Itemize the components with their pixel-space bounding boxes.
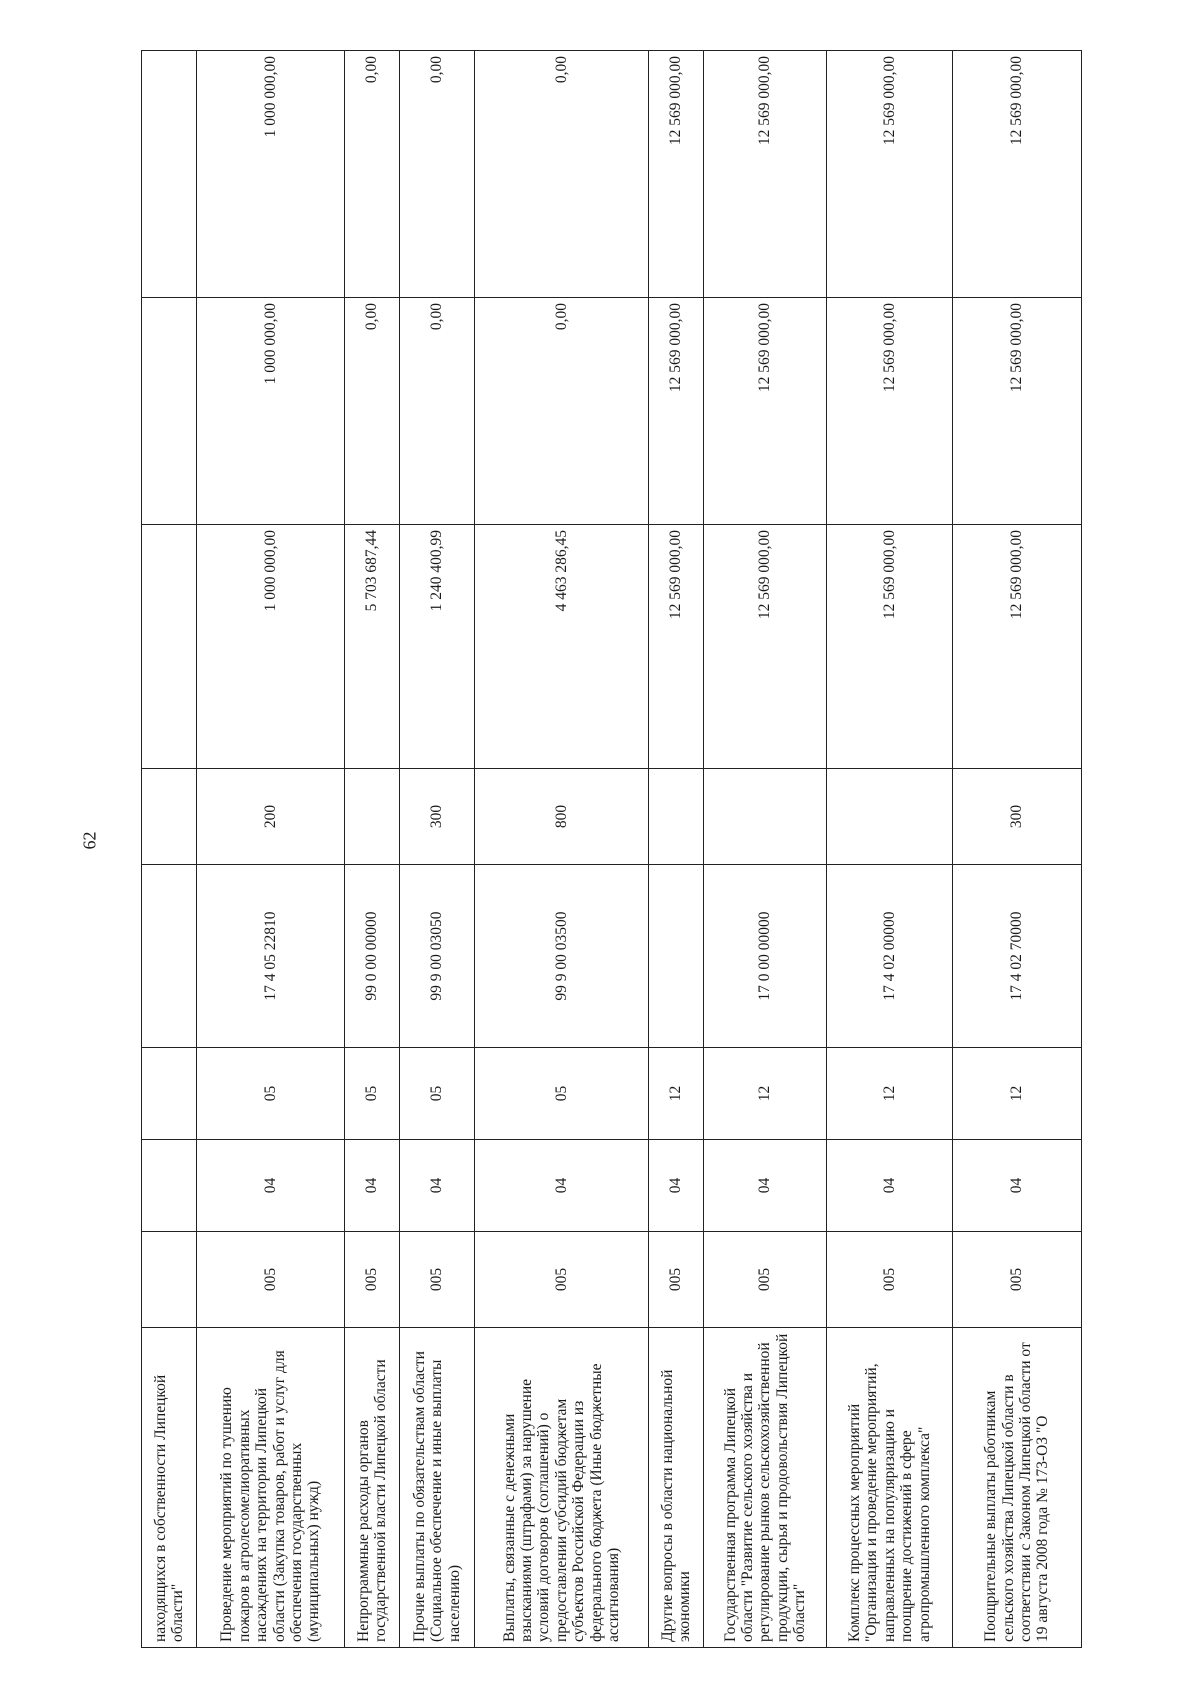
row-name: Комплекс процессных мероприятий "Организация и проведение мероприятий, направленных на популяризацию и поощрение достижений в сфере агропромышленного комплекса": [827, 1328, 953, 1648]
row-sum1: 1 000 000,00: [197, 525, 345, 769]
row-vr: [345, 769, 400, 865]
row-sum2: 12 569 000,00: [704, 298, 827, 525]
row-sum1: [142, 525, 197, 769]
row-pr: [142, 1048, 197, 1140]
row-name: Другие вопросы в области национальной экономики: [649, 1328, 704, 1648]
row-grbs: 005: [649, 1232, 704, 1328]
row-rz: [142, 1140, 197, 1232]
row-grbs: 005: [400, 1232, 475, 1328]
row-csr: 99 0 00 00000: [345, 865, 400, 1048]
row-rz: 04: [704, 1140, 827, 1232]
row-rz: 04: [475, 1140, 649, 1232]
row-sum3: 12 569 000,00: [827, 51, 953, 298]
row-grbs: 005: [827, 1232, 953, 1328]
row-pr: 05: [475, 1048, 649, 1140]
row-sum2: 12 569 000,00: [827, 298, 953, 525]
row-sum1: 5 703 687,44: [345, 525, 400, 769]
row-sum3: 1 000 000,00: [197, 51, 345, 298]
row-rz: 04: [649, 1140, 704, 1232]
row-pr: 12: [827, 1048, 953, 1140]
row-vr: 300: [400, 769, 475, 865]
row-csr: 99 9 00 03050: [400, 865, 475, 1048]
row-grbs: [142, 1232, 197, 1328]
row-csr: 99 9 00 03500: [475, 865, 649, 1048]
row-name: Государственная программа Липецкой области "Развитие сельского хозяйства и регулирование рынков сельскохозяйственной продукции, сырья и продовольствия Липецкой области": [704, 1328, 827, 1648]
row-rz: 04: [345, 1140, 400, 1232]
row-vr: [827, 769, 953, 865]
table-row: [649, 51, 704, 1648]
row-csr: [649, 865, 704, 1048]
row-sum3: 12 569 000,00: [953, 51, 1082, 298]
row-name: Непрограммные расходы органов государственной власти Липецкой области: [345, 1328, 400, 1648]
row-grbs: 005: [475, 1232, 649, 1328]
row-sum2: 0,00: [345, 298, 400, 525]
row-sum2: [142, 298, 197, 525]
row-sum2: 0,00: [475, 298, 649, 525]
row-csr: 17 4 02 00000: [827, 865, 953, 1048]
row-sum1: 12 569 000,00: [953, 525, 1082, 769]
row-sum1: 12 569 000,00: [827, 525, 953, 769]
row-sum2: 0,00: [400, 298, 475, 525]
row-pr: 05: [400, 1048, 475, 1140]
row-name: Проведение мероприятий по тушению пожаров в агролесомелиоративных насаждениях на территории Липецкой области (Закупка товаров, работ и услуг для обеспечения государственных (муниципальных) нужд): [197, 1328, 345, 1648]
table-row: [827, 51, 953, 1648]
row-name: находящихся в собственности Липецкой области": [142, 1328, 197, 1648]
row-csr: [142, 865, 197, 1048]
row-name: Выплаты, связанные с денежными взысканиями (штрафами) за нарушение условий договоров (соглашений) о предоставлении субсидий бюджетам субъектов Российской Федерации из федерального бюджета (Иные бюджетные ассигнования): [475, 1328, 649, 1648]
row-pr: 12: [704, 1048, 827, 1140]
row-sum3: [142, 51, 197, 298]
row-vr: 800: [475, 769, 649, 865]
row-rz: 04: [827, 1140, 953, 1232]
row-sum3: 0,00: [400, 51, 475, 298]
row-csr: 17 4 05 22810: [197, 865, 345, 1048]
row-grbs: 005: [197, 1232, 345, 1328]
page-number: 62: [79, 831, 100, 850]
row-sum3: 0,00: [345, 51, 400, 298]
row-rz: 04: [953, 1140, 1082, 1232]
row-vr: 200: [197, 769, 345, 865]
row-pr: 12: [953, 1048, 1082, 1140]
row-sum1: 12 569 000,00: [649, 525, 704, 769]
budget-table: [141, 50, 1082, 1648]
table-row: [345, 51, 400, 1648]
table-row: [142, 51, 197, 1648]
row-grbs: 005: [704, 1232, 827, 1328]
table-row: [197, 51, 345, 1648]
table-row: [475, 51, 649, 1648]
row-csr: 17 4 02 70000: [953, 865, 1082, 1048]
row-csr: 17 0 00 00000: [704, 865, 827, 1048]
row-sum1: 1 240 400,99: [400, 525, 475, 769]
row-grbs: 005: [953, 1232, 1082, 1328]
table-row: [953, 51, 1082, 1648]
row-sum3: 0,00: [475, 51, 649, 298]
row-sum2: 12 569 000,00: [953, 298, 1082, 525]
row-vr: 300: [953, 769, 1082, 865]
row-sum1: 12 569 000,00: [704, 525, 827, 769]
row-sum3: 12 569 000,00: [704, 51, 827, 298]
row-pr: 05: [197, 1048, 345, 1140]
row-vr: [649, 769, 704, 865]
row-sum2: 1 000 000,00: [197, 298, 345, 525]
row-pr: 12: [649, 1048, 704, 1140]
row-name: Поощрительные выплаты работникам сельского хозяйства Липецкой области в соответствии с Законом Липецкой области от 19 августа 2008 года № 173-ОЗ "О: [953, 1328, 1082, 1648]
row-sum1: 4 463 286,45: [475, 525, 649, 769]
table-row: [704, 51, 827, 1648]
row-rz: 04: [400, 1140, 475, 1232]
row-pr: 05: [345, 1048, 400, 1140]
row-name: Прочие выплаты по обязательствам области (Социальное обеспечение и иные выплаты населению): [400, 1328, 475, 1648]
row-sum2: 12 569 000,00: [649, 298, 704, 525]
row-vr: [704, 769, 827, 865]
row-grbs: 005: [345, 1232, 400, 1328]
table-row: [400, 51, 475, 1648]
row-rz: 04: [197, 1140, 345, 1232]
row-vr: [142, 769, 197, 865]
row-sum3: 12 569 000,00: [649, 51, 704, 298]
table-rotation-wrapper: [141, 51, 1081, 1648]
